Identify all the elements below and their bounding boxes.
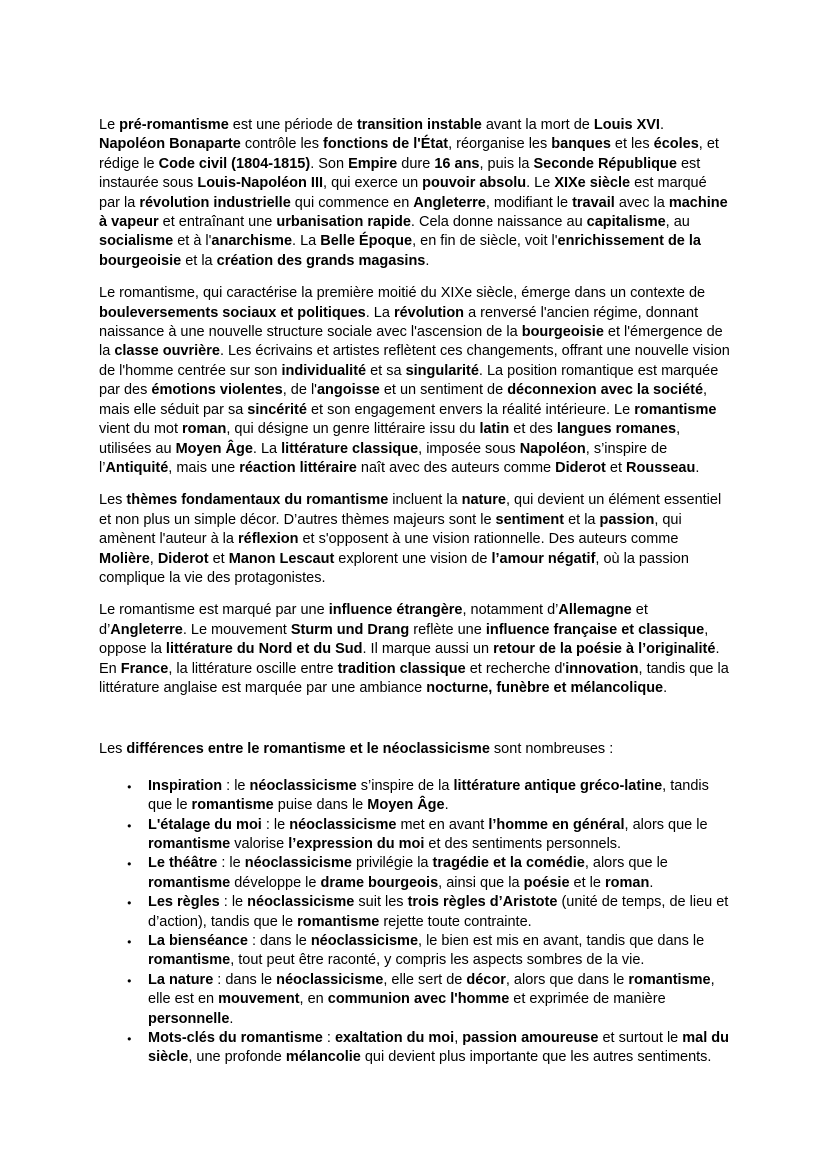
difference-item-regles: ● Les règles : le néoclassicisme suit les trois règles d’Aristote (unité de temps, de lieu et d’action), tandis que le romantisme rejette toute contrainte. — [99, 893, 731, 932]
paragraph-pre-romantisme: Le pré-romantisme est une période de transition instable avant la mort de Louis XVI. Napoléon Bonaparte contrôle les fonctions de l'État, réorganise les banques et les écoles, et rédige le Code civil (1804-1815). Son Empire dure 16 ans, puis la Seconde République est instaurée sous Louis-Napoléon III, qui exerce un pouvoir absolu. Le XIXe siècle est marqué par la révolution industrielle qui commence en Angleterre, modifiant le travail avec la machine à vapeur et entraînant une urbanisation rapide. Cela donne naissance au capitalisme, au socialisme et à l'anarchisme. La Belle Époque, en fin de siècle, voit l'enrichissement de la bourgeoisie et la création des grands magasins. — [99, 117, 728, 269]
paragraph-romantisme-contexte: Le romantisme, qui caractérise la première moitié du XIXe siècle, émerge dans un contexte de bouleversements sociaux et politiques. La révolution a renversé l'ancien régime, donnant naissance à une nouvelle structure sociale avec l'ascension de la bourgeoisie et l'émergence de la classe ouvrière. Les écrivains et artistes reflètent ces changements, offrant une nouvelle vision de l'homme centrée sur son individualité et sa singularité. La position romantique est marquée par des émotions violentes, de l'angoisse et un sentiment de déconnexion avec la société, mais elle séduit par sa sincérité et son engagement envers la réalité intérieure. Le romantisme vient du mot roman, qui désigne un genre littéraire issu du latin et des langues romanes, utilisées au Moyen Âge. La littérature classique, imposée sous Napoléon, s’inspire de l’Antiquité, mais une réaction littéraire naît avec des auteurs comme Diderot et Rousseau. — [99, 285, 730, 476]
differences-list — [99, 777, 731, 1068]
difference-item-theatre: ● Le théâtre : le néoclassicisme privilégie la tragédie et la comédie, alors que le romantisme développe le drame bourgeois, ainsi que la poésie et le roman. — [99, 854, 731, 893]
differences-intro: Les différences entre le romantisme et le néoclassicisme sont nombreuses : — [99, 741, 614, 758]
difference-item-mots-cles: ● Mots-clés du romantisme : exaltation du moi, passion amoureuse et surtout le mal du siècle, une profonde mélancolie qui devient plus importante que les autres sentiments. — [99, 1029, 731, 1068]
paragraph-themes: Les thèmes fondamentaux du romantisme incluent la nature, qui devient un élément essentiel et non plus un simple décor. D’autres thèmes majeurs sont le sentiment et la passion, qui amènent l'auteur à la réflexion et s'opposent à une vision rationnelle. Des auteurs comme Molière, Diderot et Manon Lescaut explorent une vision de l’amour négatif, où la passion complique la vie des protagonistes. — [99, 492, 722, 586]
difference-item-inspiration: ● Inspiration : le néoclassicisme s’inspire de la littérature antique gréco-latine, tandis que le romantisme puise dans le Moyen Âge. — [99, 777, 731, 816]
difference-item-bienseance: ● La bienséance : dans le néoclassicisme, le bien est mis en avant, tandis que dans le romantisme, tout peut être raconté, y compris les aspects sombres de la vie. — [99, 932, 731, 971]
difference-item-etalage-du-moi: ● L'étalage du moi : le néoclassicisme met en avant l’homme en général, alors que le romantisme valorise l’expression du moi et des sentiments personnels. — [99, 816, 731, 855]
difference-item-nature: ● La nature : dans le néoclassicisme, elle sert de décor, alors que dans le romantisme, elle est en mouvement, en communion avec l'homme et exprimée de manière personnelle. — [99, 971, 731, 1029]
paragraph-influence-etrangere: Le romantisme est marqué par une influence étrangère, notamment d’Allemagne et d’Angleterre. Le mouvement Sturm und Drang reflète une influence française et classique, oppose la littérature du Nord et du Sud. Il marque aussi un retour de la poésie à l’originalité. En France, la littérature oscille entre tradition classique et recherche d'innovation, tandis que la littérature anglaise est marquée par une ambiance nocturne, funèbre et mélancolique. — [99, 602, 729, 696]
